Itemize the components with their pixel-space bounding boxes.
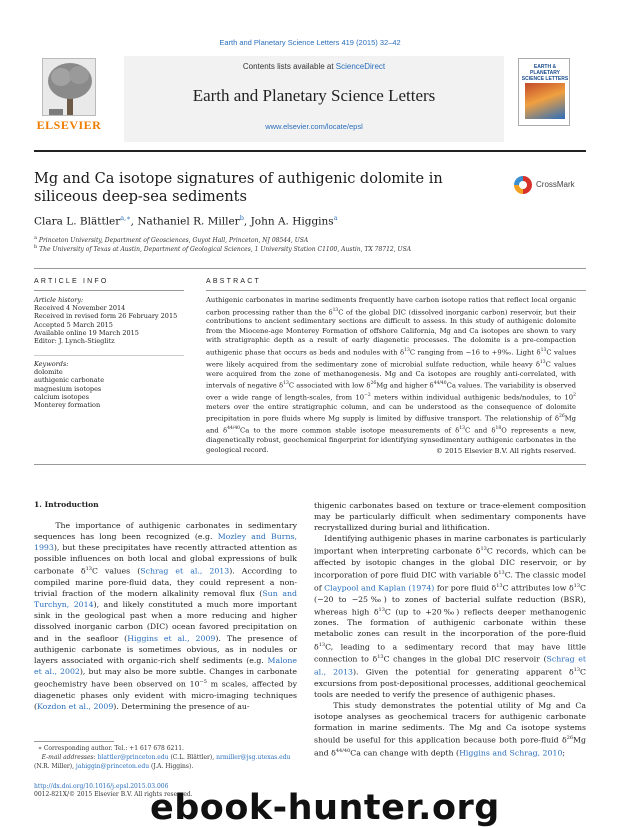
- author-marks[interactable]: b: [239, 214, 244, 222]
- citation-link[interactable]: Higgins et al., 2009: [127, 633, 216, 643]
- history-line: Received in revised form 26 February 2015: [34, 312, 178, 321]
- cover-image: [525, 83, 565, 119]
- email-addresses: [34, 754, 304, 762]
- cover-title: EARTH & PLANETARY SCIENCE LETTERS: [521, 64, 569, 82]
- author-name[interactable]: Nathaniel R. Miller: [137, 215, 240, 228]
- email-owner: (J.A. Higgins).: [149, 763, 194, 770]
- history-label: Article history:: [34, 296, 84, 304]
- email-link[interactable]: jahiggin@princeton.edu: [75, 763, 150, 770]
- footnote-rule: [34, 741, 114, 742]
- history-line: Accepted 5 March 2015: [34, 320, 113, 329]
- contents-prefix: Contents lists available at: [242, 62, 336, 71]
- issn-line: 0012-821X/© 2015 Elsevier B.V. All rights reserved.: [34, 791, 193, 798]
- abstract-text: Authigenic carbonates in marine sediments frequently have carbon isotope ratios that reflect local organic carbon processing rather than the $\delta^{13}C$ of the global DIC (dissolved inorganic carbon) reservoir, but their contributions to ancient sedimentary sections are difficult to assess. In this study of authigenic dolomite from the Miocene-age Monterey Formation of offshore California, Mg and Ca isotopes are shown to vary with stratigraphic depth as a result of early diagenetic processes. The dolomite is a pre-compaction authigenic phase that occurs as beds and nodules with $\delta^{13}C$ ranging from −16 to +9‰. Light $\delta^{13}C$ values were likely acquired from the sedimentary zone of microbial sulfate reduction, while heavy $\delta^{13}C$ values were acquired from the zone of methanogenesis. Mg and Ca isotopes are roughly anti-correlated, with intervals of negative $\delta^{13}C$ associated with low $\delta^{26}Mg$ and higher $\delta^{44/40}Ca$ values. The variability is observed over a wide range of length-scales, from $10^{-2}$ meters within individual authigenic beds/nodules, to $10^2$ meters over the entire stratigraphic column, and can be understood as the consequence of dolomite precipitation in pore fluids where Mg supply is limited by diffusive transport. The relationship of $\delta^{26}Mg$ and $\delta^{44/40}Ca$ to the more common stable isotope measurements of $\delta^{13}C$ and $\delta^{18}O$ represents a new, diagenetically robust, geochemical fingerprint for identifying synsedimentary authigenic carbonates in the geological record.: [206, 296, 576, 454]
- keyword: Monterey formation: [34, 401, 101, 410]
- email-link[interactable]: nrmiller@jsg.utexas.edu: [216, 754, 291, 761]
- author-list: Clara L. Blättler$^{a,∗}$, Nathaniel R. Miller$^b$, John A. Higgins$^a$: [34, 214, 338, 228]
- masthead-banner: [124, 56, 504, 142]
- email-addresses-cont: [34, 763, 304, 771]
- author-name[interactable]: John A. Higgins: [250, 215, 334, 228]
- email-link[interactable]: blattler@princeton.edu: [97, 754, 169, 761]
- keywords: [34, 360, 184, 409]
- affiliation-text: The University of Texas at Austin, Department of Geological Sciences, 1 University Station C1100, Austin, TX 78712, USA: [39, 246, 412, 253]
- keyword: dolomite: [34, 368, 63, 377]
- journal-citation[interactable]: Earth and Planetary Science Letters 419 (2015) 32–42: [219, 38, 401, 47]
- info-rule: [34, 290, 184, 291]
- body-column-right: thigenic carbonates based on texture or trace-element composition may be particularly difficult when sedimentary components have recrystallized during burial and lithification. Identifying authigenic phases in marine carbonates is particularly important when interpreting carbonate $\delta^{13}C$ records, which can be affected by isotopic changes in the global DIC reservoir, or by incorporation of pore fluid DIC with variable $\delta^{13}C$. The classic model of Claypool and Kaplan (1974) for pore fluid $\delta^{13}C$ attributes low $\delta^{13}C$ (−20 to −25‰) to zones of bacterial sulfate reduction (BSR), whereas high $\delta^{13}C$ (up to +20‰) reflects deeper methanogenic zones. The formation of authigenic carbonate within these metabolic zones can result in the incorporation of the pore-fluid $\delta^{13}C$, leading to a sedimentary record that may have little connection to $\delta^{13}C$ changes in the global DIC reservoir (Schrag et al., 2013). Given the potential for generating apparent $\delta^{13}C$ excursions from post-depositional processes, additional geochemical tools are needed to verify the presence of authigenic phases. This study demonstrates the potential utility of Mg and Ca isotope analyses as geochemical tracers for authigenic carbonate formation in marine sediments. The Mg and Ca isotope systems should be useful for this application because both pore-fluid $\delta^{26}Mg$ and $\delta^{44/40}Ca$ can change with depth (Higgins and Schrag, 2010;: [314, 501, 587, 758]
- email-label: E-mail addresses:: [41, 754, 98, 761]
- elsevier-logo: [34, 58, 104, 134]
- journal-homepage-link[interactable]: www.elsevier.com/locate/epsl: [265, 122, 363, 131]
- crossmark-label: CrossMark: [536, 180, 575, 189]
- affiliation: [34, 235, 594, 244]
- citation-link[interactable]: Kozdon et al., 2009: [37, 701, 114, 711]
- keyword: calcium isotopes: [34, 392, 89, 401]
- affiliation-mark: a: [34, 235, 37, 241]
- watermark-text: ebook-hunter.org: [150, 788, 500, 827]
- doi-link[interactable]: http://dx.doi.org/10.1016/j.epsl.2015.03.006: [34, 783, 169, 790]
- article-info-heading: ARTICLE INFO: [34, 278, 109, 285]
- article-title: Mg and Ca isotope signatures of authigenic dolomite in siliceous deep-sea sediments: [34, 171, 443, 205]
- abstract-end-rule: [34, 464, 586, 465]
- affiliation-mark: b: [34, 244, 38, 250]
- citation-link[interactable]: Schrag et al., 2013: [140, 566, 230, 576]
- history-line: Available online 19 March 2015: [34, 328, 139, 337]
- crossmark-icon: [514, 176, 532, 194]
- journal-cover-thumbnail[interactable]: [518, 58, 570, 126]
- article-history: [34, 296, 184, 345]
- citation-link[interactable]: Schrag et al., 2013: [314, 654, 587, 677]
- copyright-line: © 2015 Elsevier B.V. All rights reserved.: [435, 447, 576, 455]
- history-line: Editor: J. Lynch-Stieglitz: [34, 337, 115, 346]
- author-marks[interactable]: a,∗: [120, 214, 131, 222]
- crossmark-badge[interactable]: [514, 176, 594, 196]
- affiliation: [34, 244, 594, 253]
- citation-link[interactable]: Malone et al., 2002: [34, 655, 297, 676]
- affiliation-text: Princeton University, Department of Geosciences, Guyot Hall, Princeton, NJ 08544, USA: [38, 237, 309, 244]
- abstract-heading: ABSTRACT: [206, 278, 261, 285]
- journal-name: Earth and Planetary Science Letters: [192, 86, 436, 105]
- abstract-rule: [206, 290, 586, 291]
- history-line: Received 4 November 2014: [34, 304, 126, 313]
- body-column-left: The importance of authigenic carbonates in sedimentary sequences has long been recognized (e.g. Mozley and Burns, 1993), but these precipitates have recently attracted attention as possible influences on both local and global expressions of bulk carbonate $\delta^{13}C$ values (Schrag et al., 2013). According to compiled marine pore-fluid data, they could represent a non-trivial fraction of the modern alkalinity removal flux (Sun and Turchyn, 2014), and likely constituted a much more important sink in the geological past when a more reducing and higher dissolved inorganic carbon (DIC) ocean favored precipitation on and in the seafloor (Higgins et al., 2009). The presence of authigenic carbonate is sometimes obvious, as in nodules or layers associated with organic-rich shelf sediments (e.g. Malone et al., 2002), but may also be more subtle. Changes in carbonate geochemistry have been observed on $10^{-5}$ m scales, affected by diagenetic phases only evident with micro-imaging techniques (Kozdon et al., 2009). Determining the presence of au-: [34, 521, 298, 711]
- corresponding-author-note: ∗ Corresponding author. Tel.: +1 617 678 6211.: [34, 745, 184, 752]
- elsevier-tree-icon: [42, 58, 96, 116]
- citation-link[interactable]: Mozley and Burns, 1993: [34, 532, 297, 553]
- keywords-label: Keywords:: [34, 360, 69, 368]
- citation-link[interactable]: Claypool and Kaplan (1974): [324, 583, 435, 593]
- keyword: magnesium isotopes: [34, 384, 102, 393]
- keyword: authigenic carbonate: [34, 376, 105, 385]
- author-name[interactable]: Clara L. Blättler: [34, 215, 121, 228]
- citation-link[interactable]: Higgins and Schrag, 2010: [459, 748, 563, 758]
- email-owner: (N.R. Miller),: [34, 763, 76, 770]
- email-owner: (C.L. Blättler),: [168, 754, 217, 761]
- contents-availability: [124, 62, 504, 71]
- journal-masthead: [34, 56, 586, 142]
- elsevier-wordmark: ELSEVIER: [36, 118, 102, 132]
- author-marks[interactable]: a: [333, 214, 338, 222]
- masthead-rule: [34, 150, 586, 152]
- citation-link[interactable]: Sun and Turchyn, 2014: [34, 589, 297, 610]
- keywords-rule: [34, 355, 184, 356]
- header-rule: [34, 268, 586, 269]
- sciencedirect-link[interactable]: ScienceDirect: [335, 62, 386, 71]
- corresponding-text: Corresponding author. Tel.: +1 617 678 6211.: [43, 745, 184, 752]
- section-heading-introduction: 1. Introduction: [34, 500, 99, 509]
